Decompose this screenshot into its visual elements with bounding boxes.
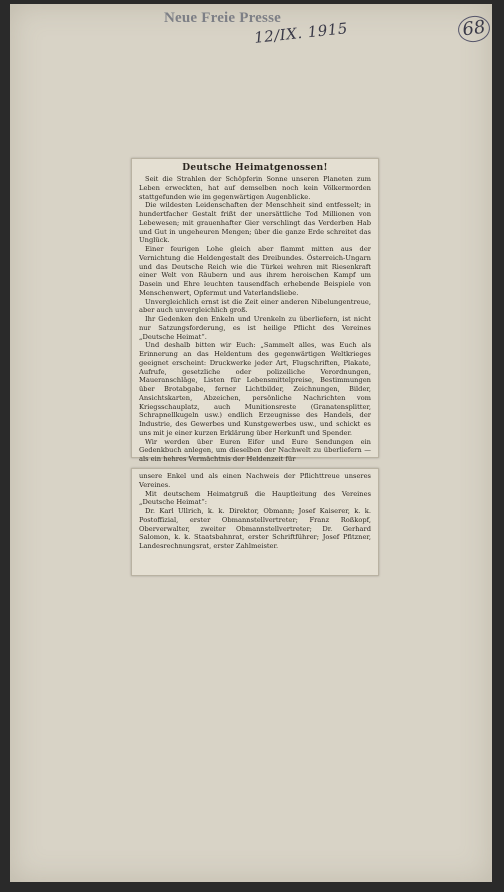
folio-number: 68 bbox=[456, 14, 491, 44]
newspaper-stamp: Neue Freie Presse bbox=[164, 10, 281, 26]
paragraph: Die wildesten Leidenschaften der Menschheit sind entfesselt; in hundertfacher Gestalt frißt der unersättliche Tod Millionen von Lebewesen; mit grauenhafter Gier verschlingt das Verderben Hab und Gut in ungeheuren Mengen; über die ganze Erde schreitet das Unglück. bbox=[139, 201, 371, 245]
greeting: Mit deutschem Heimatgruß die Hauptleitung des Vereines „Deutsche Heimat“: bbox=[139, 489, 371, 507]
paragraph: Unvergleichlich ernst ist die Zeit einer anderen Nibelungentreue, aber auch unvergleichlich groß. bbox=[139, 297, 371, 315]
paragraph: Und deshalb bitten wir Euch: „Sammelt alles, was Euch als Erinnerung an das Heldentum des gegenwärtigen Weltkrieges geeignet erscheint: Druckwerke jeder Art, Flugschriften, Plakate, Aufrufe, gesetzliche oder polizeiliche Verordnungen, Maueranschläge, Listen für Lebensmittelpreise, Bestimmungen über Brotabgabe, ferner Lichtbilder, Zeichnungen, Bilder, Ansichtskarten, Abzeichen, persönliche Nachrichten vom Kriegsschauplatz, auch Munitionsreste (Granatensplitter, Schrapnellkugeln usw.) endlich Erzeugnisse des Handels, der Industrie, des Gewerbes und Kunstgewerbes usw., und schickt es uns mit je einer kurzen Erklärung über Herkunft und Spender. bbox=[139, 341, 371, 437]
newspaper-clipping bbox=[131, 158, 379, 463]
paragraph: Einer feurigen Lohe gleich aber flammt mitten aus der Vernichtung die Heldengestalt des Dreibundes. Österreich-Ungarn und das Deutsche Reich wie die Türkei wehren mit Riesenkraft einer Welt von Räubern und aus ihrem heroischen Kampf um Dasein und Ehre leuchten tausendfach erhebende Beispiele von Menschenwert, Opfermut und Vaterlandsliebe. bbox=[139, 245, 371, 297]
paragraph: Wir werden über Euren Eifer und Eure Sendungen ein Gedenkbuch anlegen, um dieselben der Nachwelt zu überliefern — als ein hehres Vermächtnis der Heldenzeit für bbox=[139, 437, 371, 463]
handwritten-date: 12/IX. 1915 bbox=[253, 19, 349, 47]
newspaper-clipping-continuation bbox=[131, 468, 379, 576]
clipping-title: Deutsche Heimatgenossen! bbox=[182, 163, 328, 173]
continuation-text: unsere Enkel und als einen Nachweis der Pflichttreue unseres Vereines. bbox=[139, 472, 371, 489]
signatories: Dr. Karl Ullrich, k. k. Direktor, Obmann; Josef Kaiserer, k. k. Postoffizial, erster Obmannstellvertreter; Franz Roßkopf, Oberverwalter, zweiter Obmannstellvertreter; Dr. Gerhard Salomon, k. k. Staatsbahnrat, erster Schriftführer; Josef Pfitzner, Landesrechnungsrat, erster Zahlmeister. bbox=[139, 507, 371, 550]
paragraph: Ihr Gedenken den Enkeln und Urenkeln zu überliefern, ist nicht nur Satzungsforderung, es ist heilige Pflicht des Vereines „Deutsche Heimat“. bbox=[139, 315, 371, 341]
paragraph: Seit die Strahlen der Schöpferin Sonne unseren Planeten zum Leben erweckten, hat auf demselben noch kein Völkermorden stattgefunden wie im gegenwärtigen Augenblicke. bbox=[139, 175, 371, 201]
